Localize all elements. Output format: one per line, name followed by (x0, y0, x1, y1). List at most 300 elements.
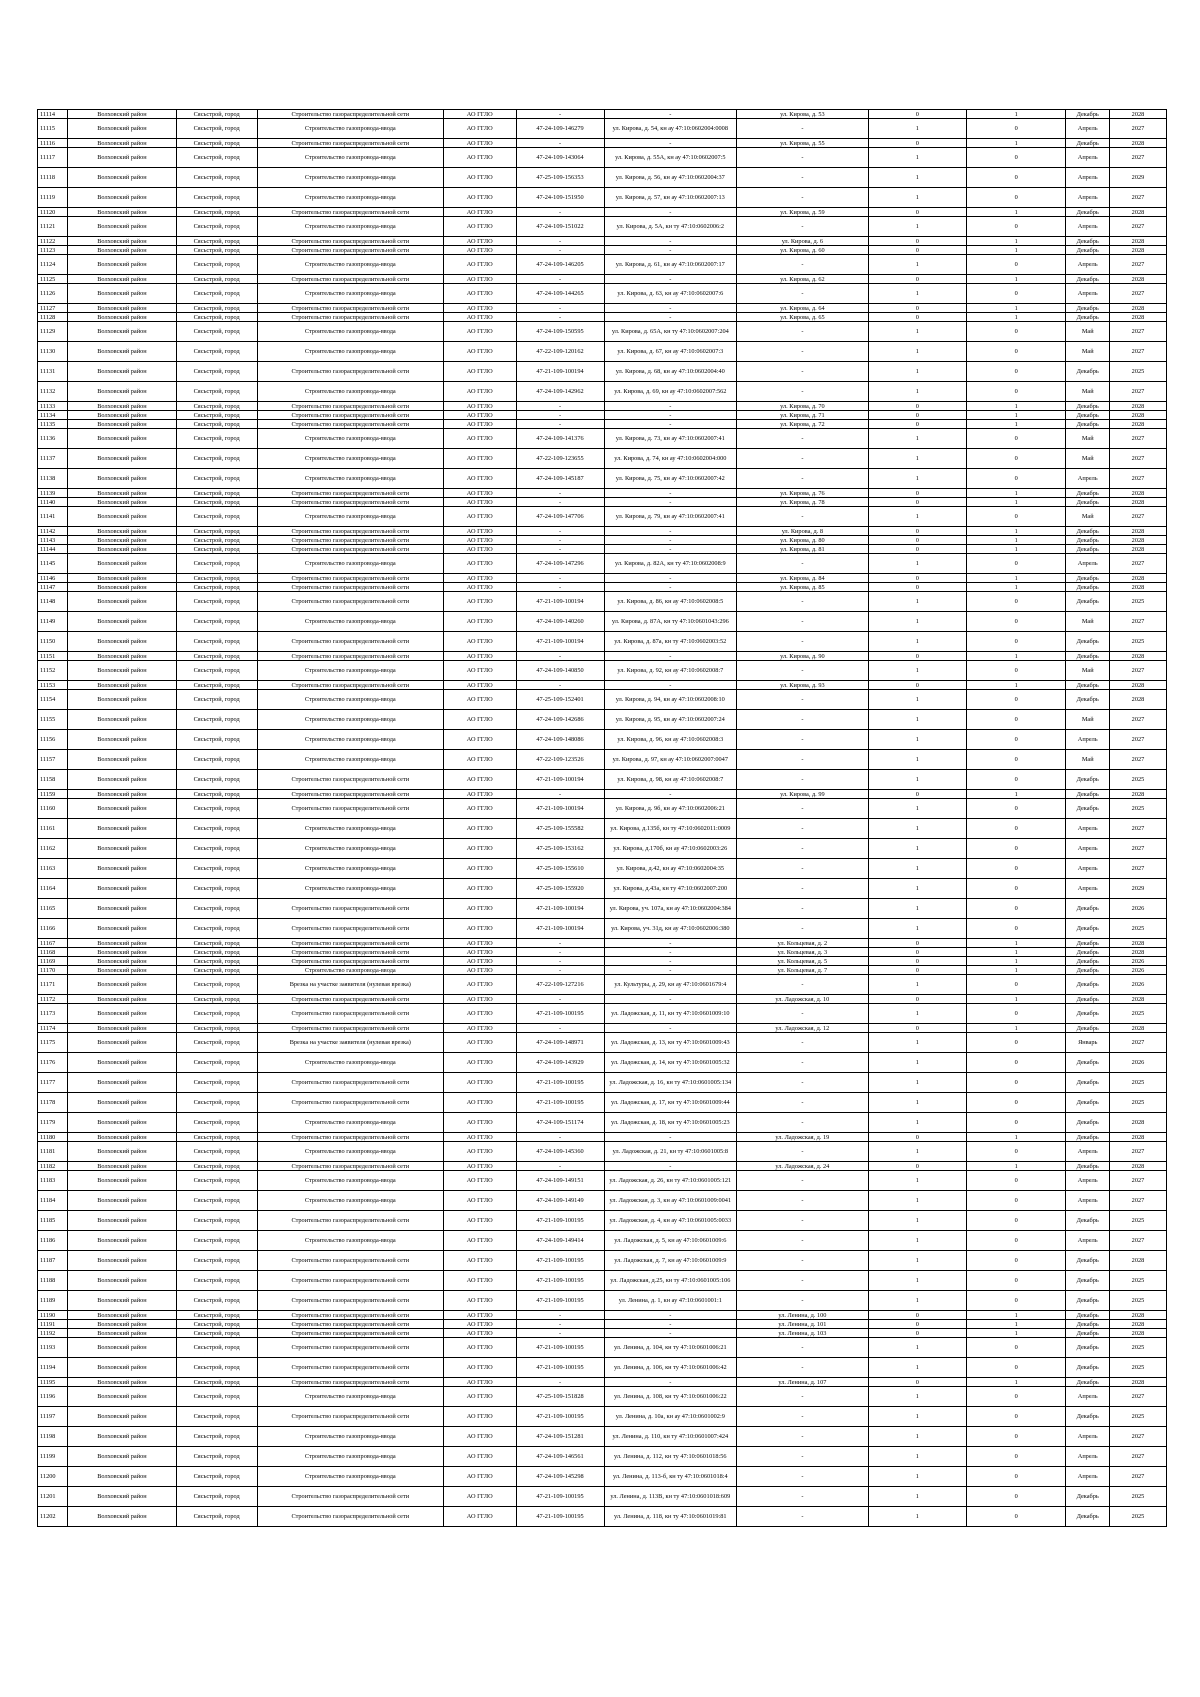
work-type-cell: Строительство газопровода-ввода (257, 255, 443, 275)
address-cadastral-cell: ул. Кирова, д. 86, кн ау 47:10:0602008:5 (604, 592, 737, 612)
network-count-cell: 1 (967, 489, 1066, 498)
address-cadastral-cell: ул. Кирова, д. 98, кн ау 47:10:0602008:7 (604, 770, 737, 790)
address-cadastral-cell: ул. Ладожская, д. 13, кн ту 47:10:0601009:43 (604, 1033, 737, 1053)
table-row (38, 1024, 1167, 1033)
month-cell: Декабрь (1066, 1507, 1110, 1527)
year-cell: 2027 (1109, 554, 1166, 574)
connections-count-cell: 1 (868, 1467, 966, 1487)
connections-count-cell: 0 (868, 957, 966, 966)
year-cell: 2028 (1109, 1162, 1166, 1171)
network-count-cell: 1 (967, 545, 1066, 554)
table-row (38, 1467, 1167, 1487)
network-count-cell: 0 (967, 661, 1066, 681)
year-cell: 2025 (1109, 592, 1166, 612)
address-cadastral-cell: ул. Ленина, д. 1, кн ау 47:10:0601001:1 (604, 1291, 737, 1311)
district-cell: Волховский район (68, 583, 177, 592)
application-number-cell: - (516, 110, 604, 119)
address-cadastral-cell: ул. Ладожская, д. 18, кн ту 47:10:0601005:23 (604, 1113, 737, 1133)
operator-cell: АО ГГЛО (444, 1487, 517, 1507)
month-cell: Декабрь (1066, 1053, 1110, 1073)
operator-cell: АО ГГЛО (444, 489, 517, 498)
year-cell: 2026 (1109, 1053, 1166, 1073)
connections-count-cell: 1 (868, 1427, 966, 1447)
network-count-cell: 1 (967, 304, 1066, 313)
application-number-cell: 47-24-109-146205 (516, 255, 604, 275)
year-cell: 2025 (1109, 799, 1166, 819)
work-type-cell: Строительство газораспределительной сети (257, 313, 443, 322)
network-count-cell: 0 (967, 1487, 1066, 1507)
operator-cell: АО ГГЛО (444, 839, 517, 859)
district-cell: Волховский район (68, 1387, 177, 1407)
year-cell: 2027 (1109, 188, 1166, 208)
row-number-cell: 11184 (38, 1191, 68, 1211)
settlement-cell: Сясьстрой, город (176, 208, 257, 217)
address-cadastral-cell: ул. Кирова, д. 63, кн ау 47:10:0602007:6 (604, 284, 737, 304)
district-cell: Волховский район (68, 208, 177, 217)
network-count-cell: 1 (967, 574, 1066, 583)
application-number-cell: 47-21-109-100194 (516, 799, 604, 819)
month-cell: Декабрь (1066, 1311, 1110, 1320)
work-type-cell: Строительство газораспределительной сети (257, 208, 443, 217)
connections-count-cell: 1 (868, 284, 966, 304)
month-cell: Апрель (1066, 255, 1110, 275)
work-type-cell: Строительство газораспределительной сети (257, 420, 443, 429)
work-type-cell: Строительство газопровода-ввода (257, 449, 443, 469)
table-row (38, 948, 1167, 957)
settlement-cell: Сясьстрой, город (176, 839, 257, 859)
network-count-cell: 0 (967, 839, 1066, 859)
application-number-cell: - (516, 1311, 604, 1320)
month-cell: Декабрь (1066, 1162, 1110, 1171)
month-cell: Декабрь (1066, 1073, 1110, 1093)
work-type-cell: Строительство газопровода-ввода (257, 322, 443, 342)
application-number-cell: - (516, 1162, 604, 1171)
application-number-cell: - (516, 995, 604, 1004)
connections-count-cell: 1 (868, 730, 966, 750)
work-type-cell: Строительство газопровода-ввода (257, 1427, 443, 1447)
row-number-cell: 11122 (38, 237, 68, 246)
work-type-cell: Строительство газопровода-ввода (257, 469, 443, 489)
row-number-cell: 11150 (38, 632, 68, 652)
row-number-cell: 11202 (38, 1507, 68, 1527)
operator-cell: АО ГГЛО (444, 1033, 517, 1053)
month-cell: Декабрь (1066, 1024, 1110, 1033)
settlement-cell: Сясьстрой, город (176, 1251, 257, 1271)
month-cell: Декабрь (1066, 1291, 1110, 1311)
network-count-cell: 0 (967, 284, 1066, 304)
district-cell: Волховский район (68, 1142, 177, 1162)
table-row (38, 899, 1167, 919)
year-cell: 2027 (1109, 819, 1166, 839)
network-count-cell: 0 (967, 1387, 1066, 1407)
network-count-cell: 0 (967, 799, 1066, 819)
row-number-cell: 11118 (38, 168, 68, 188)
address-cell: ул. Кирова, д. 8 (737, 527, 869, 536)
application-number-cell: 47-24-109-151174 (516, 1113, 604, 1133)
address-cell: - (737, 168, 869, 188)
table-row (38, 957, 1167, 966)
settlement-cell: Сясьстрой, город (176, 1387, 257, 1407)
network-count-cell: 1 (967, 536, 1066, 545)
year-cell: 2027 (1109, 839, 1166, 859)
work-type-cell: Строительство газораспределительной сети (257, 1329, 443, 1338)
application-number-cell: - (516, 208, 604, 217)
application-number-cell: 47-21-109-100195 (516, 1407, 604, 1427)
work-type-cell: Строительство газораспределительной сети (257, 402, 443, 411)
district-cell: Волховский район (68, 1358, 177, 1378)
settlement-cell: Сясьстрой, город (176, 1311, 257, 1320)
operator-cell: АО ГГЛО (444, 661, 517, 681)
row-number-cell: 11177 (38, 1073, 68, 1093)
district-cell: Волховский район (68, 1487, 177, 1507)
connections-count-cell: 0 (868, 527, 966, 536)
network-count-cell: 0 (967, 1447, 1066, 1467)
operator-cell: АО ГГЛО (444, 681, 517, 690)
row-number-cell: 11155 (38, 710, 68, 730)
month-cell: Январь (1066, 1033, 1110, 1053)
district-cell: Волховский район (68, 681, 177, 690)
connections-count-cell: 0 (868, 498, 966, 507)
district-cell: Волховский район (68, 489, 177, 498)
connections-count-cell: 1 (868, 899, 966, 919)
district-cell: Волховский район (68, 1004, 177, 1024)
year-cell: 2028 (1109, 527, 1166, 536)
operator-cell: АО ГГЛО (444, 1004, 517, 1024)
work-type-cell: Строительство газораспределительной сети (257, 995, 443, 1004)
year-cell: 2025 (1109, 1338, 1166, 1358)
table-row (38, 681, 1167, 690)
application-number-cell: 47-24-109-149414 (516, 1231, 604, 1251)
table-row (38, 498, 1167, 507)
address-cadastral-cell: - (604, 208, 737, 217)
address-cell: - (737, 284, 869, 304)
network-count-cell: 0 (967, 1113, 1066, 1133)
address-cadastral-cell: - (604, 1329, 737, 1338)
network-count-cell: 1 (967, 411, 1066, 420)
row-number-cell: 11127 (38, 304, 68, 313)
application-number-cell: - (516, 939, 604, 948)
application-number-cell: - (516, 498, 604, 507)
year-cell: 2027 (1109, 1387, 1166, 1407)
address-cell: - (737, 975, 869, 995)
district-cell: Волховский район (68, 313, 177, 322)
row-number-cell: 11201 (38, 1487, 68, 1507)
address-cadastral-cell: - (604, 948, 737, 957)
operator-cell: АО ГГЛО (444, 449, 517, 469)
settlement-cell: Сясьстрой, город (176, 1338, 257, 1358)
network-count-cell: 1 (967, 498, 1066, 507)
row-number-cell: 11137 (38, 449, 68, 469)
network-count-cell: 0 (967, 1033, 1066, 1053)
table-row (38, 110, 1167, 119)
address-cadastral-cell: ул. Кирова, д. 87а, кн ту 47:10:0602003:52 (604, 632, 737, 652)
year-cell: 2027 (1109, 1191, 1166, 1211)
network-count-cell: 0 (967, 342, 1066, 362)
month-cell: Апрель (1066, 217, 1110, 237)
connections-count-cell: 0 (868, 966, 966, 975)
connections-count-cell: 0 (868, 790, 966, 799)
work-type-cell: Строительство газопровода-ввода (257, 839, 443, 859)
settlement-cell: Сясьстрой, город (176, 939, 257, 948)
month-cell: Декабрь (1066, 402, 1110, 411)
connections-count-cell: 1 (868, 255, 966, 275)
work-type-cell: Строительство газопровода-ввода (257, 1053, 443, 1073)
month-cell: Декабрь (1066, 1320, 1110, 1329)
district-cell: Волховский район (68, 255, 177, 275)
operator-cell: АО ГГЛО (444, 770, 517, 790)
network-count-cell: 1 (967, 652, 1066, 661)
month-cell: Декабрь (1066, 939, 1110, 948)
settlement-cell: Сясьстрой, город (176, 574, 257, 583)
row-number-cell: 11114 (38, 110, 68, 119)
table-row (38, 1329, 1167, 1338)
connections-count-cell: 1 (868, 1073, 966, 1093)
connections-count-cell: 1 (868, 1231, 966, 1251)
month-cell: Декабрь (1066, 1338, 1110, 1358)
connections-count-cell: 1 (868, 1211, 966, 1231)
year-cell: 2028 (1109, 139, 1166, 148)
settlement-cell: Сясьстрой, город (176, 1329, 257, 1338)
operator-cell: АО ГГЛО (444, 975, 517, 995)
work-type-cell: Строительство газораспределительной сети (257, 1133, 443, 1142)
application-number-cell: 47-24-109-147706 (516, 507, 604, 527)
operator-cell: АО ГГЛО (444, 402, 517, 411)
address-cadastral-cell: ул. Ладожская, д.25, кн ту 47:10:0601005:106 (604, 1271, 737, 1291)
settlement-cell: Сясьстрой, город (176, 362, 257, 382)
operator-cell: АО ГГЛО (444, 966, 517, 975)
address-cell: ул. Кирова, д. 99 (737, 790, 869, 799)
application-number-cell: 47-24-109-149149 (516, 1191, 604, 1211)
operator-cell: АО ГГЛО (444, 322, 517, 342)
month-cell: Декабрь (1066, 948, 1110, 957)
address-cadastral-cell: - (604, 527, 737, 536)
settlement-cell: Сясьстрой, город (176, 1447, 257, 1467)
table-row (38, 217, 1167, 237)
operator-cell: АО ГГЛО (444, 919, 517, 939)
operator-cell: АО ГГЛО (444, 217, 517, 237)
address-cadastral-cell: - (604, 536, 737, 545)
address-cadastral-cell: ул. Кирова, д. 94, кн ау 47:10:0602008:10 (604, 690, 737, 710)
address-cell: ул. Кирова, д. 81 (737, 545, 869, 554)
address-cell: ул. Кирова, д. 6 (737, 237, 869, 246)
row-number-cell: 11158 (38, 770, 68, 790)
table-row (38, 661, 1167, 681)
table-row (38, 632, 1167, 652)
table-row (38, 612, 1167, 632)
address-cadastral-cell: - (604, 790, 737, 799)
year-cell: 2029 (1109, 879, 1166, 899)
table-row (38, 342, 1167, 362)
month-cell: Апрель (1066, 1171, 1110, 1191)
year-cell: 2028 (1109, 246, 1166, 255)
application-number-cell: 47-25-109-151828 (516, 1387, 604, 1407)
work-type-cell: Строительство газораспределительной сети (257, 652, 443, 661)
application-number-cell: 47-21-109-100194 (516, 919, 604, 939)
settlement-cell: Сясьстрой, город (176, 1507, 257, 1527)
table-row (38, 574, 1167, 583)
settlement-cell: Сясьстрой, город (176, 1024, 257, 1033)
settlement-cell: Сясьстрой, город (176, 1113, 257, 1133)
settlement-cell: Сясьстрой, город (176, 710, 257, 730)
address-cadastral-cell: ул. Ладожская, д. 17, кн ту 47:10:0601009:44 (604, 1093, 737, 1113)
table-row (38, 237, 1167, 246)
connections-count-cell: 0 (868, 939, 966, 948)
work-type-cell: Строительство газопровода-ввода (257, 168, 443, 188)
address-cell: - (737, 690, 869, 710)
operator-cell: АО ГГЛО (444, 819, 517, 839)
table-row (38, 592, 1167, 612)
address-cell: - (737, 1093, 869, 1113)
month-cell: Апрель (1066, 730, 1110, 750)
address-cell: - (737, 342, 869, 362)
connections-count-cell: 1 (868, 799, 966, 819)
work-type-cell: Строительство газопровода-ввода (257, 966, 443, 975)
network-count-cell: 0 (967, 1291, 1066, 1311)
year-cell: 2027 (1109, 217, 1166, 237)
row-number-cell: 11142 (38, 527, 68, 536)
application-number-cell: - (516, 681, 604, 690)
address-cadastral-cell: - (604, 1162, 737, 1171)
row-number-cell: 11176 (38, 1053, 68, 1073)
address-cadastral-cell: - (604, 939, 737, 948)
row-number-cell: 11133 (38, 402, 68, 411)
district-cell: Волховский район (68, 110, 177, 119)
year-cell: 2025 (1109, 1291, 1166, 1311)
application-number-cell: - (516, 545, 604, 554)
work-type-cell: Строительство газораспределительной сети (257, 790, 443, 799)
row-number-cell: 11124 (38, 255, 68, 275)
address-cadastral-cell: ул. Кирова, д.42, кн ау 47:10:0602004:35 (604, 859, 737, 879)
row-number-cell: 11188 (38, 1271, 68, 1291)
work-type-cell: Строительство газопровода-ввода (257, 1387, 443, 1407)
year-cell: 2027 (1109, 382, 1166, 402)
table-row (38, 939, 1167, 948)
operator-cell: АО ГГЛО (444, 652, 517, 661)
address-cell: - (737, 730, 869, 750)
connections-count-cell: 0 (868, 1133, 966, 1142)
address-cadastral-cell: - (604, 583, 737, 592)
connections-count-cell: 1 (868, 119, 966, 139)
address-cell: - (737, 1447, 869, 1467)
district-cell: Волховский район (68, 498, 177, 507)
address-cadastral-cell: - (604, 681, 737, 690)
work-type-cell: Строительство газораспределительной сети (257, 1407, 443, 1427)
table-row (38, 1407, 1167, 1427)
month-cell: Декабрь (1066, 583, 1110, 592)
address-cell: - (737, 469, 869, 489)
network-count-cell: 0 (967, 592, 1066, 612)
settlement-cell: Сясьстрой, город (176, 612, 257, 632)
row-number-cell: 11181 (38, 1142, 68, 1162)
application-number-cell: 47-24-109-151281 (516, 1427, 604, 1447)
month-cell: Декабрь (1066, 304, 1110, 313)
year-cell: 2028 (1109, 275, 1166, 284)
district-cell: Волховский район (68, 1467, 177, 1487)
address-cell: - (737, 1358, 869, 1378)
month-cell: Декабрь (1066, 489, 1110, 498)
settlement-cell: Сясьстрой, город (176, 420, 257, 429)
settlement-cell: Сясьстрой, город (176, 583, 257, 592)
connections-count-cell: 1 (868, 322, 966, 342)
row-number-cell: 11179 (38, 1113, 68, 1133)
application-number-cell: 47-24-109-151950 (516, 188, 604, 208)
district-cell: Волховский район (68, 1447, 177, 1467)
address-cadastral-cell: ул. Ленина, д. 118, кн ту 47:10:0601019:81 (604, 1507, 737, 1527)
connections-count-cell: 0 (868, 313, 966, 322)
year-cell: 2028 (1109, 489, 1166, 498)
connections-count-cell: 0 (868, 948, 966, 957)
operator-cell: АО ГГЛО (444, 1073, 517, 1093)
settlement-cell: Сясьстрой, город (176, 750, 257, 770)
row-number-cell: 11163 (38, 859, 68, 879)
connections-count-cell: 1 (868, 507, 966, 527)
district-cell: Волховский район (68, 217, 177, 237)
table-row (38, 859, 1167, 879)
table-row (38, 1447, 1167, 1467)
year-cell: 2028 (1109, 110, 1166, 119)
year-cell: 2028 (1109, 574, 1166, 583)
row-number-cell: 11157 (38, 750, 68, 770)
table-row (38, 527, 1167, 536)
connections-count-cell: 1 (868, 554, 966, 574)
settlement-cell: Сясьстрой, город (176, 919, 257, 939)
address-cadastral-cell: ул. Кирова, д. 73, кн ау 47:10:0602007:41 (604, 429, 737, 449)
table-row (38, 819, 1167, 839)
work-type-cell: Строительство газораспределительной сети (257, 583, 443, 592)
table-row (38, 362, 1167, 382)
table-row (38, 1358, 1167, 1378)
table-row (38, 168, 1167, 188)
year-cell: 2027 (1109, 449, 1166, 469)
row-number-cell: 11193 (38, 1338, 68, 1358)
application-number-cell: 47-21-109-100195 (516, 1211, 604, 1231)
month-cell: Май (1066, 322, 1110, 342)
year-cell: 2028 (1109, 304, 1166, 313)
operator-cell: АО ГГЛО (444, 1378, 517, 1387)
year-cell: 2025 (1109, 1507, 1166, 1527)
work-type-cell: Строительство газораспределительной сети (257, 362, 443, 382)
district-cell: Волховский район (68, 1133, 177, 1142)
address-cadastral-cell: - (604, 139, 737, 148)
month-cell: Апрель (1066, 839, 1110, 859)
district-cell: Волховский район (68, 661, 177, 681)
district-cell: Волховский район (68, 420, 177, 429)
operator-cell: АО ГГЛО (444, 1358, 517, 1378)
connections-count-cell: 1 (868, 1251, 966, 1271)
row-number-cell: 11162 (38, 839, 68, 859)
operator-cell: АО ГГЛО (444, 995, 517, 1004)
address-cell: ул. Кирова, д. 76 (737, 489, 869, 498)
settlement-cell: Сясьстрой, город (176, 498, 257, 507)
year-cell: 2028 (1109, 995, 1166, 1004)
year-cell: 2027 (1109, 469, 1166, 489)
row-number-cell: 11183 (38, 1171, 68, 1191)
address-cell: ул. Кирова, д. 59 (737, 208, 869, 217)
month-cell: Декабрь (1066, 1004, 1110, 1024)
connections-count-cell: 0 (868, 1162, 966, 1171)
address-cadastral-cell: ул. Ладожская, д. 5, кн ау 47:10:0601009:6 (604, 1231, 737, 1251)
month-cell: Декабрь (1066, 362, 1110, 382)
district-cell: Волховский район (68, 975, 177, 995)
table-row (38, 1387, 1167, 1407)
address-cadastral-cell: ул. Кирова, д. 5А, кн ту 47:10:0602006:2 (604, 217, 737, 237)
table-row (38, 879, 1167, 899)
connections-count-cell: 0 (868, 411, 966, 420)
network-count-cell: 0 (967, 770, 1066, 790)
network-count-cell: 0 (967, 168, 1066, 188)
network-count-cell: 1 (967, 139, 1066, 148)
district-cell: Волховский район (68, 246, 177, 255)
